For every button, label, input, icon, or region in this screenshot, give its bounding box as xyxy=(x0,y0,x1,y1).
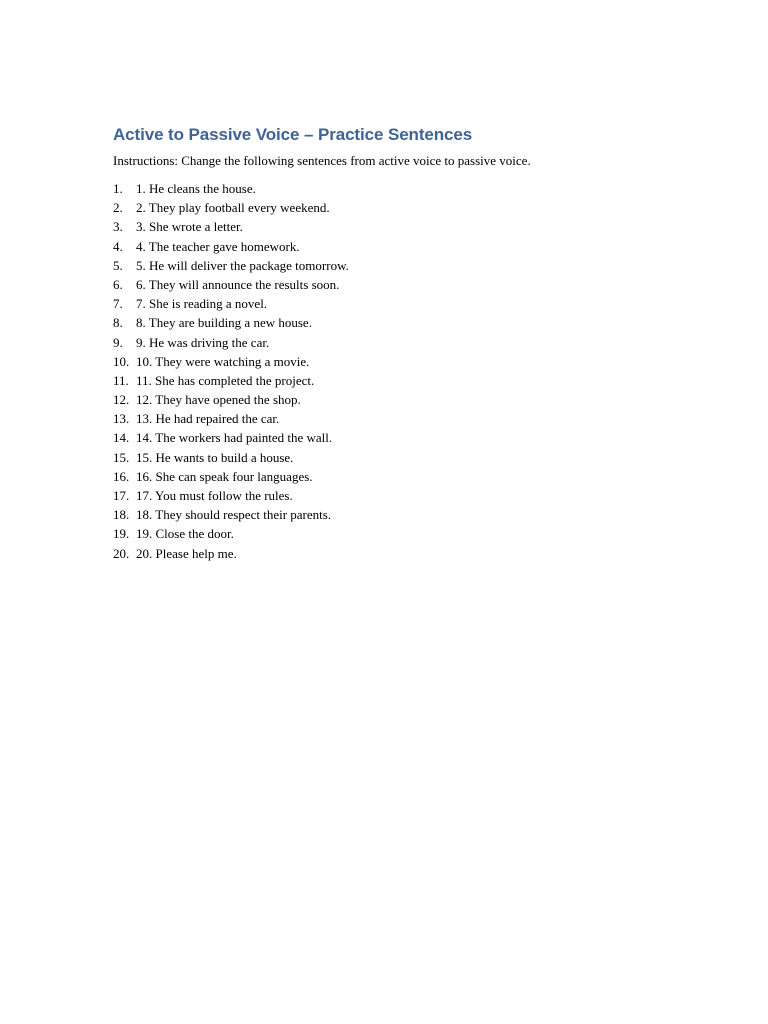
list-item-text: 2. They play football every weekend. xyxy=(136,200,330,216)
list-item xyxy=(113,371,713,390)
list-item-text: 14. The workers had painted the wall. xyxy=(136,430,333,446)
list-item-number: 14. xyxy=(113,430,130,446)
list-item-text: 16. She can speak four languages. xyxy=(136,468,313,484)
list-item-number: 13. xyxy=(113,411,130,427)
list-item-text: 10. They were watching a movie. xyxy=(136,353,310,369)
list-item-number: 4. xyxy=(113,238,123,254)
list-item-number: 10. xyxy=(113,353,130,369)
list-item-text: 4. The teacher gave homework. xyxy=(136,238,300,254)
list-item xyxy=(113,544,713,563)
list-item xyxy=(113,505,713,524)
list-item-number: 6. xyxy=(113,276,123,292)
list-item xyxy=(113,198,713,217)
list-item xyxy=(113,409,713,428)
page-title: Active to Passive Voice – Practice Sentences xyxy=(113,125,473,144)
list-item-text: 9. He was driving the car. xyxy=(136,334,270,350)
list-item-number: 3. xyxy=(113,219,123,235)
list-item-number: 15. xyxy=(113,449,130,465)
list-item xyxy=(113,256,713,275)
document-content xyxy=(113,124,713,563)
list-item xyxy=(113,467,713,486)
instructions-text: Instructions: Change the following sentences from active voice to passive voice. xyxy=(113,153,531,168)
list-item-number: 8. xyxy=(113,315,123,331)
list-item-text: 5. He will deliver the package tomorrow. xyxy=(136,257,349,273)
list-item xyxy=(113,352,713,371)
list-item xyxy=(113,313,713,332)
list-item-number: 2. xyxy=(113,200,123,216)
list-item-number: 19. xyxy=(113,526,130,542)
sentence-list xyxy=(113,179,713,563)
list-item xyxy=(113,179,713,198)
list-item-number: 11. xyxy=(113,372,129,388)
list-item-text: 7. She is reading a novel. xyxy=(136,296,268,312)
list-item-number: 16. xyxy=(113,468,130,484)
list-item-text: 12. They have opened the shop. xyxy=(136,392,301,408)
list-item-text: 1. He cleans the house. xyxy=(136,181,256,196)
list-item-number: 7. xyxy=(113,296,123,312)
list-item xyxy=(113,237,713,256)
list-item-text: 18. They should respect their parents. xyxy=(136,507,332,523)
list-item xyxy=(113,217,713,236)
list-item xyxy=(113,428,713,447)
list-item-number: 18. xyxy=(113,507,130,523)
list-item-text: 20. Please help me. xyxy=(136,545,237,561)
list-item xyxy=(113,294,713,313)
list-item-text: 3. She wrote a letter. xyxy=(136,219,243,235)
list-item-text: 13. He had repaired the car. xyxy=(136,411,280,427)
list-item-number: 1. xyxy=(113,181,123,196)
list-item xyxy=(113,486,713,505)
list-item xyxy=(113,448,713,467)
list-item xyxy=(113,390,713,409)
list-item-text: 8. They are building a new house. xyxy=(136,315,312,331)
list-item-text: 19. Close the door. xyxy=(136,526,234,542)
list-item-text: 17. You must follow the rules. xyxy=(136,488,293,503)
list-item-number: 17. xyxy=(113,488,130,503)
list-item xyxy=(113,275,713,294)
list-item-number: 12. xyxy=(113,392,130,408)
list-item-text: 15. He wants to build a house. xyxy=(136,449,294,465)
list-item-text: 6. They will announce the results soon. xyxy=(136,276,340,292)
list-item-text: 11. She has completed the project. xyxy=(136,372,315,388)
list-item xyxy=(113,524,713,543)
list-item xyxy=(113,333,713,352)
list-item-number: 5. xyxy=(113,257,123,273)
list-item-number: 9. xyxy=(113,334,123,350)
list-item-number: 20. xyxy=(113,545,130,561)
